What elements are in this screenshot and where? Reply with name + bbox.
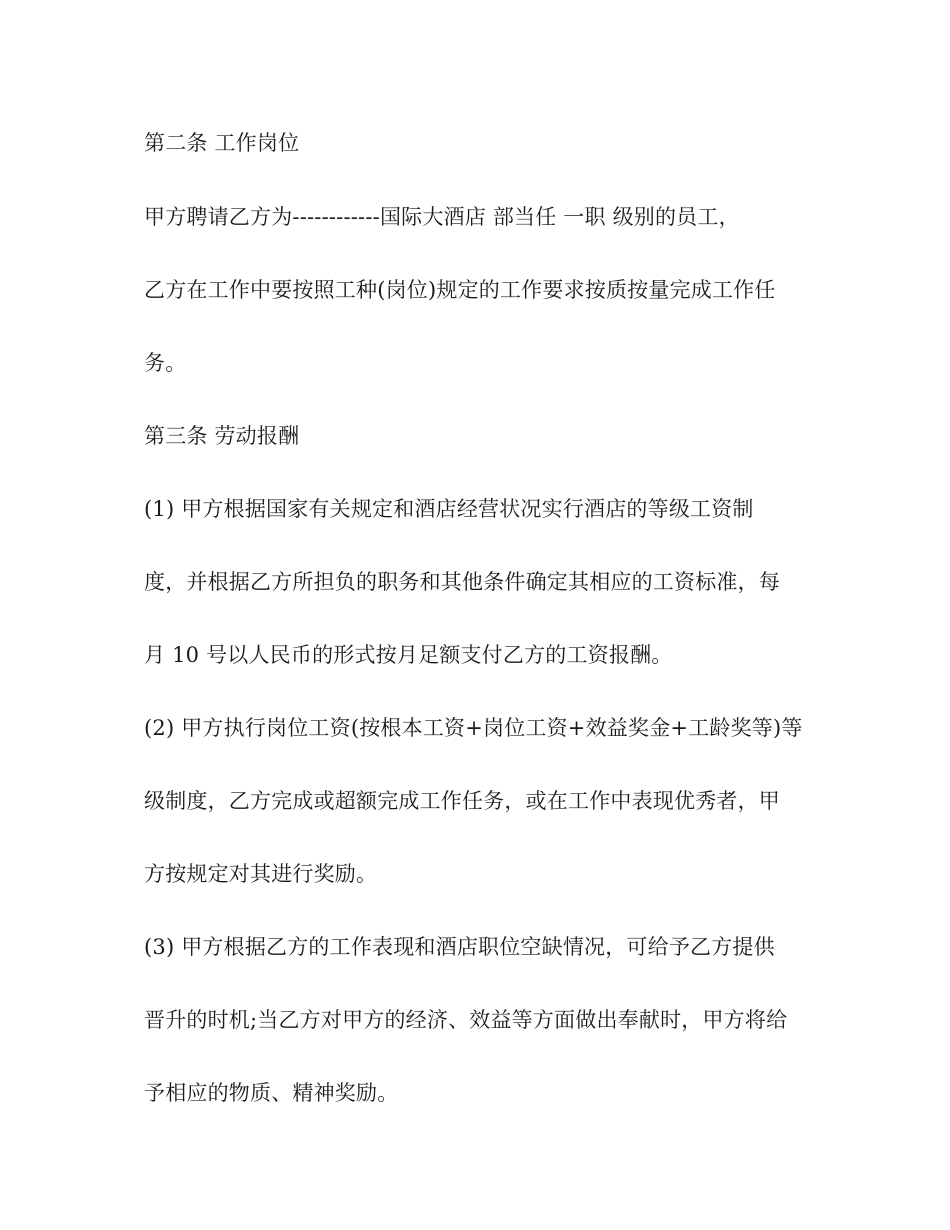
clause-1-line-2: 度，并根据乙方所担负的职务和其他条件确定其相应的工资标准，每: [144, 570, 780, 594]
clause-3-line-1: (3) 甲方根据乙方的工作表现和酒店职位空缺情况，可给予乙方提供: [144, 935, 775, 959]
clause-2-line-1: (2) 甲方执行岗位工资(按根本工资+岗位工资+效益奖金+工龄奖等)等: [144, 716, 803, 740]
article-2-paragraph-line-2: 乙方在工作中要按照工种(岗位)规定的工作要求按质按量完成工作任: [144, 278, 776, 302]
article-2-paragraph-line-3: 务。: [144, 351, 187, 375]
article-3-heading: 第三条 劳动报酬: [144, 424, 300, 448]
clause-1-line-3: 月 10 号以人民币的形式按月足额支付乙方的工资报酬。: [144, 643, 673, 667]
clause-2-line-2: 级制度，乙方完成或超额完成工作任务，或在工作中表现优秀者，甲: [144, 789, 780, 813]
article-2-paragraph-line-1: 甲方聘请乙方为------------国际大酒店 部当任 一职 级别的员工，: [144, 205, 740, 229]
article-2-heading: 第二条 工作岗位: [144, 131, 300, 155]
clause-3-line-2: 晋升的时机;当乙方对甲方的经济、效益等方面做出奉献时，甲方将给: [144, 1008, 788, 1032]
clause-1-line-1: (1) 甲方根据国家有关规定和酒店经营状况实行酒店的等级工资制: [144, 497, 754, 521]
clause-2-line-3: 方按规定对其进行奖励。: [144, 862, 378, 886]
clause-3-line-3: 予相应的物质、精神奖励。: [144, 1081, 399, 1105]
